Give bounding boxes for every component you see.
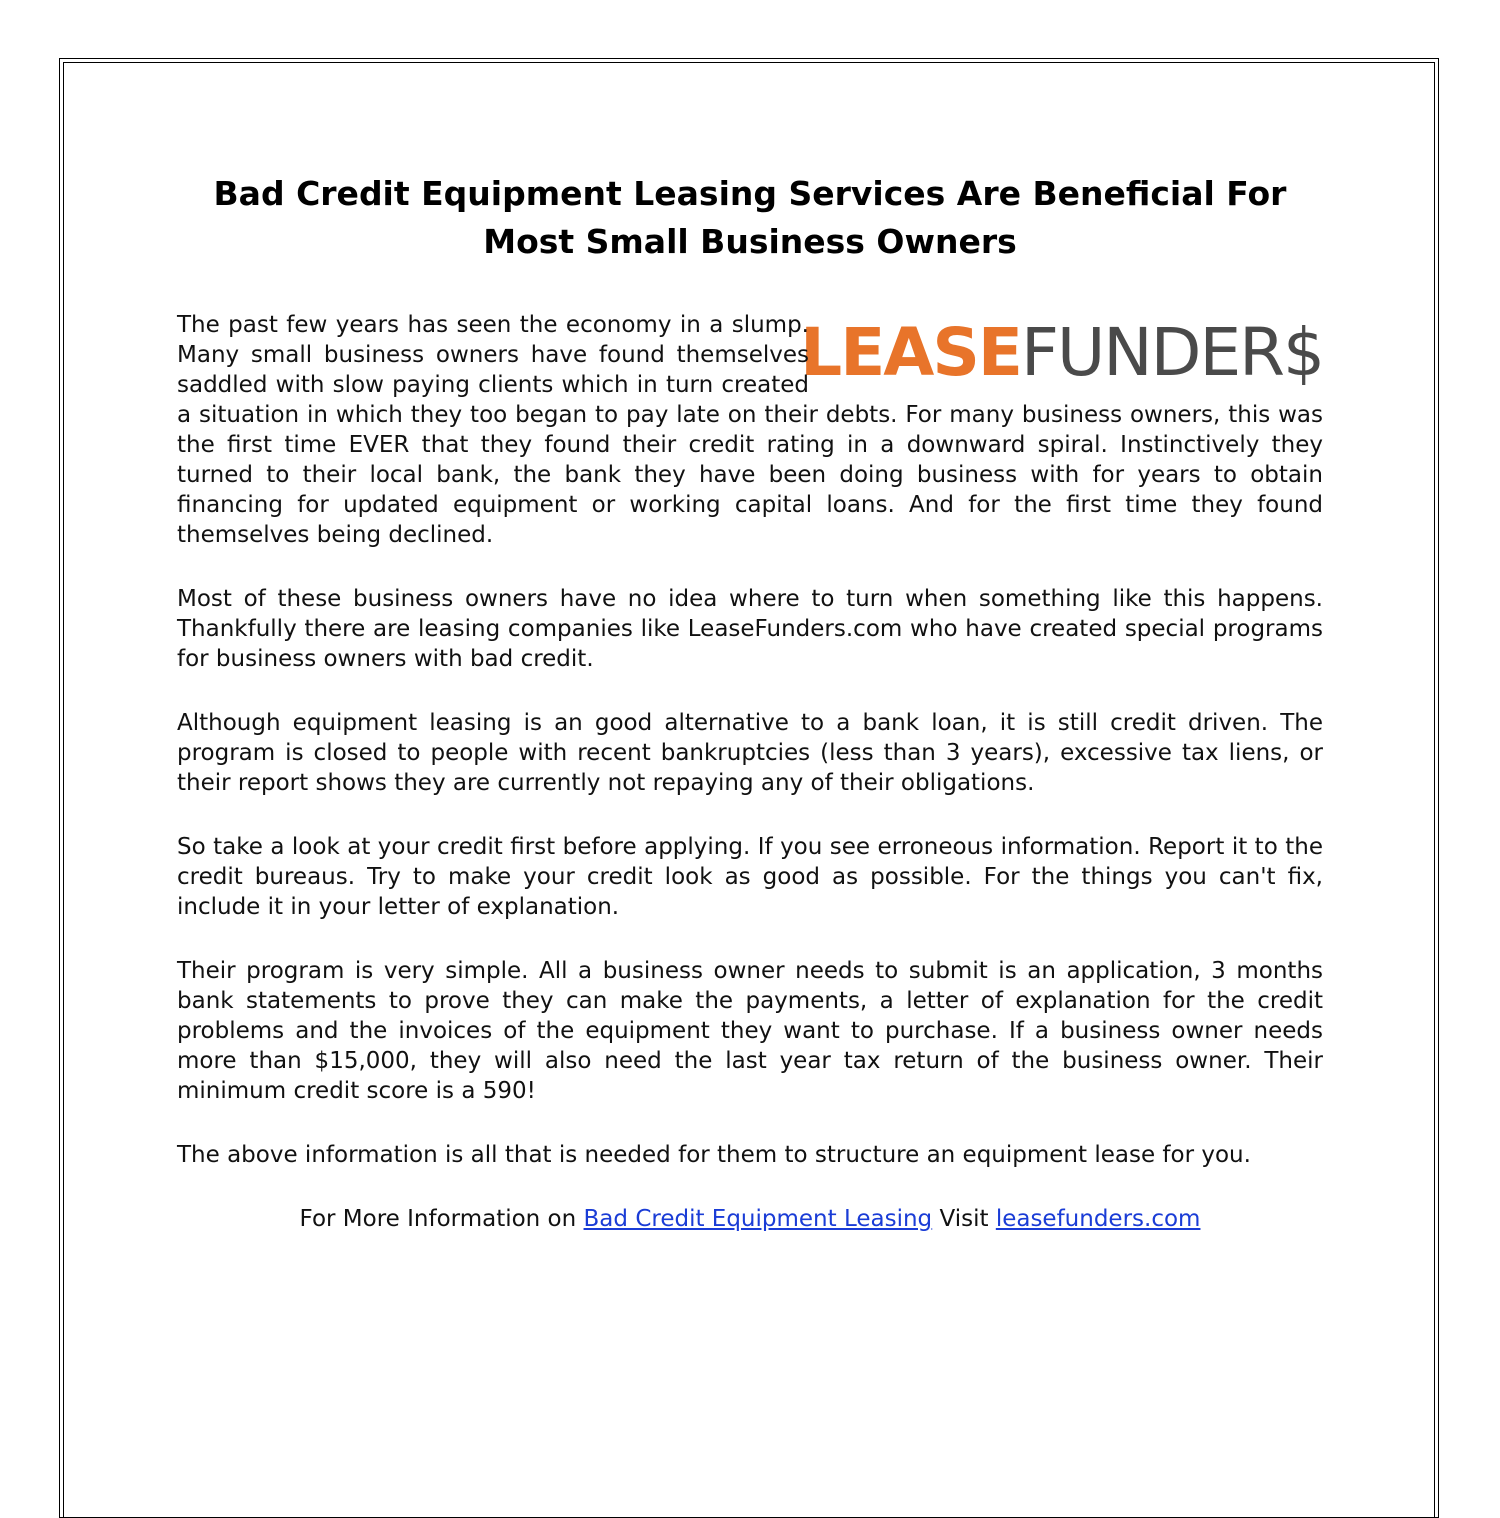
paragraph-summary: The above information is all that is needed for them to structure an equipment lease for you. [177, 1142, 1251, 1168]
footer-middle: Visit [932, 1206, 996, 1232]
paragraph-credit-driven: Although equipment leasing is an good alternative to a bank loan, it is still credit driven. The program is closed to people with recent bankruptcies (less than 3 years), excessive tax liens, or their report shows they are currently not repaying any of their obligations. [177, 710, 1323, 796]
paragraph-intro-text: The past few years has seen the economy in a slump. Many small business owners have found themselves saddled with slow paying clients which in turn created a situation in which they too began to pay late on their debts. For many business owners, this was the first time EVER that they found their credit rating in a downward spiral. Instinctively they turned to their local bank, the bank they have been doing business with for years to obtain financing for updated equipment or working capital loans. And for the first time they found themselves being declined. [177, 312, 1323, 548]
bad-credit-leasing-link[interactable]: Bad Credit Equipment Leasing [583, 1206, 933, 1232]
paragraph-check-credit: So take a look at your credit first before applying. If you see erroneous information. Report it to the credit bureaus. Try to make your credit look as good as possible. For the things you can't fix, include it in your letter of explanation. [177, 834, 1323, 920]
document-body [177, 170, 1323, 1234]
logo-lease-text: LEASE [800, 314, 1021, 391]
footer-prefix: For More Information on [299, 1206, 584, 1232]
leasefunders-link[interactable]: leasefunders.com [995, 1206, 1201, 1232]
logo-funders-text: FUNDER$ [1020, 314, 1323, 391]
page-title [177, 170, 1323, 266]
title-line-1: Bad Credit Equipment Leasing Services Are Beneficial For [213, 174, 1287, 213]
paragraph-leasing-companies: Most of these business owners have no idea where to turn when something like this happens. Thankfully there are leasing companies like LeaseFunders.com who have created special programs for business owners with bad credit. [177, 586, 1323, 672]
title-line-2: Most Small Business Owners [483, 222, 1017, 261]
leasefunders-logo [800, 314, 1323, 391]
paragraph-intro [177, 310, 1323, 550]
paragraph-program-requirements: Their program is very simple. All a business owner needs to submit is an application, 3 months bank statements to prove they can make the payments, a letter of explanation for the credit problems and the invoices of the equipment they want to purchase. If a business owner needs more than $15,000, they will also need the last year tax return of the business owner. Their minimum credit score is a 590! [177, 958, 1323, 1104]
footer-more-info [177, 1204, 1323, 1234]
